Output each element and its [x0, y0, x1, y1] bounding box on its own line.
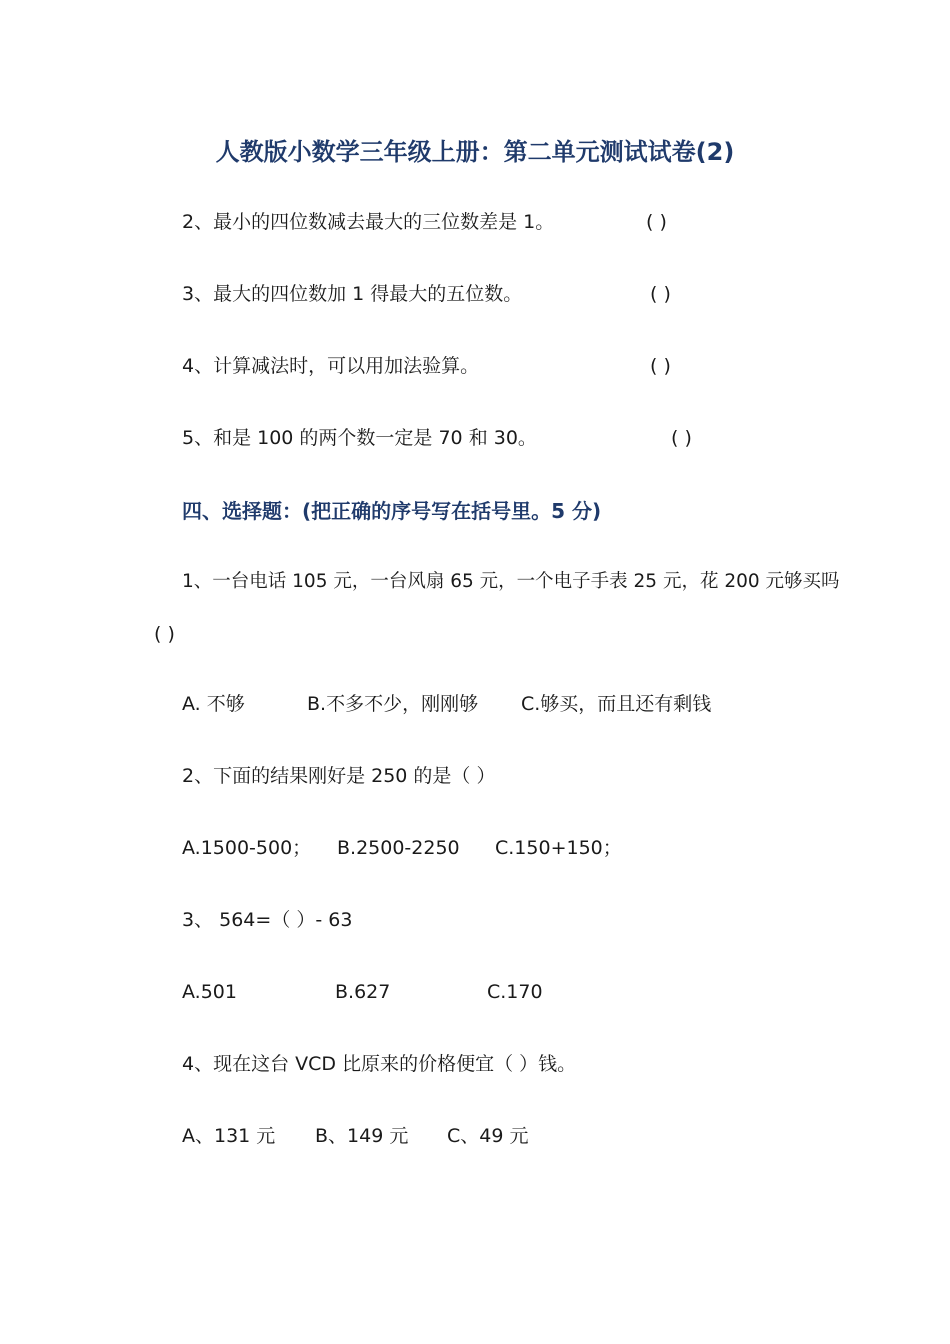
q4-option-c: C、49 元 [447, 1125, 529, 1147]
answer-blank: ( ) [646, 211, 667, 233]
answer-blank: ( ) [650, 283, 671, 305]
q2-option-b: B.2500-2250 [337, 837, 460, 859]
q4-option-a: A、131 元 [182, 1125, 276, 1147]
q1-option-c: C.够买，而且还有剩钱 [521, 693, 712, 715]
answer-blank: ( ) [671, 427, 692, 449]
q1-option-b: B.不多不少，刚刚够 [307, 693, 479, 715]
judgement-item-3: 3、最大的四位数加 1 得最大的五位数。 [182, 283, 523, 305]
q4-option-b: B、149 元 [315, 1125, 409, 1147]
q1-option-a: A. 不够 [182, 693, 245, 715]
answer-blank: ( ) [650, 355, 671, 377]
question-3-stem: 3、 564=（ ）- 63 [182, 909, 353, 931]
judgement-item-2: 2、最小的四位数减去最大的三位数差是 1。 [182, 211, 555, 233]
question-1-stem: 1、一台电话 105 元，一台风扇 65 元，一个电子手表 25 元，花 200 元够买吗 [182, 571, 840, 592]
q3-option-c: C.170 [487, 981, 543, 1003]
q3-option-b: B.627 [335, 981, 391, 1003]
section-heading: 四、选择题：(把正确的序号写在括号里。5 分) [182, 499, 602, 523]
q3-option-a: A.501 [182, 981, 237, 1003]
judgement-item-4: 4、计算减法时，可以用加法验算。 [182, 355, 480, 377]
question-2-stem: 2、下面的结果刚好是 250 的是（ ） [182, 765, 496, 787]
page-title: 人教版小数学三年级上册：第二单元测试试卷(2) [215, 138, 735, 166]
q2-option-a: A.1500-500； [182, 837, 312, 859]
q2-option-c: C.150+150； [495, 837, 622, 859]
question-4-stem: 4、现在这台 VCD 比原来的价格便宜（ ）钱。 [182, 1053, 577, 1075]
answer-blank: ( ) [154, 623, 175, 645]
judgement-item-5: 5、和是 100 的两个数一定是 70 和 30。 [182, 427, 537, 449]
